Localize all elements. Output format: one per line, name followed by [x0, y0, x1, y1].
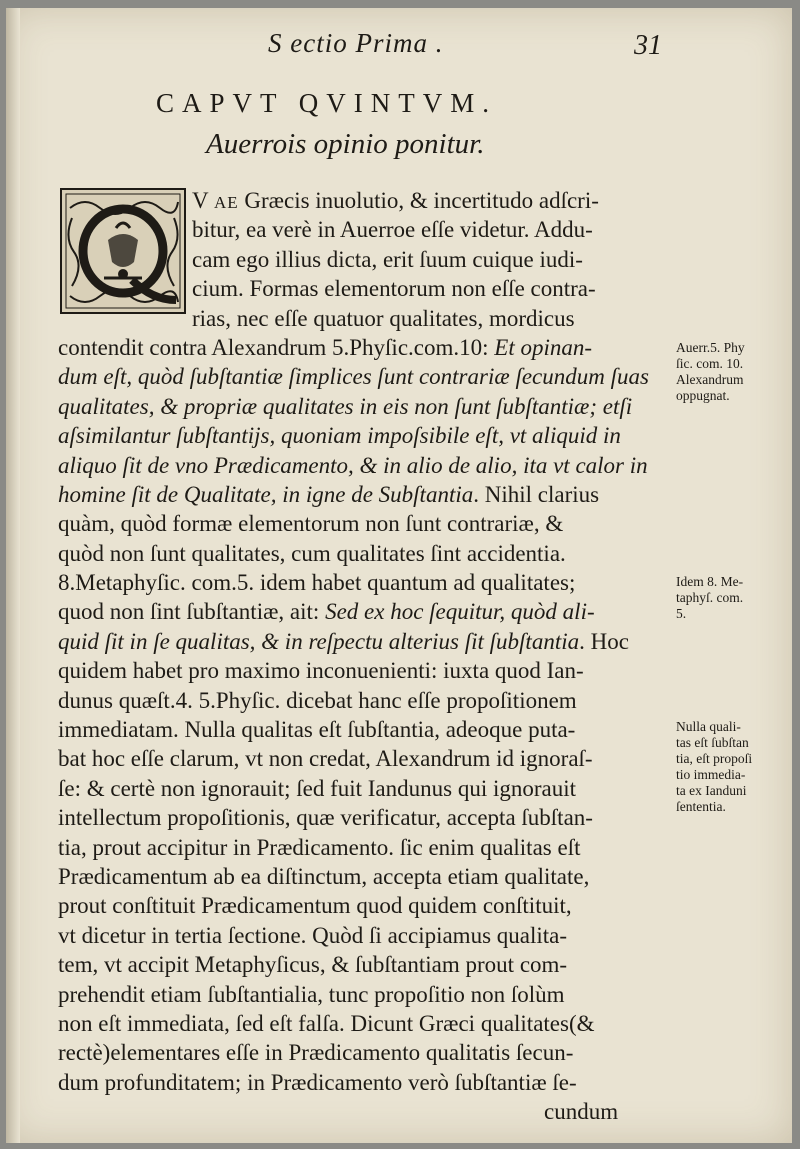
margin-note-auerr [676, 340, 792, 404]
text-span: quidem habet pro maximo inconuenienti: iuxta quod Ian- [58, 658, 584, 684]
margin-note-line: tia, eſt propoſi [676, 751, 753, 766]
text-line [58, 597, 668, 626]
text-span: intellectum propoſitionis, quæ verificatur, accepta ſubſtan- [58, 805, 593, 831]
text-span: contendit contra Alexandrum 5.Phyſic.com.10: [58, 334, 495, 360]
text-line [58, 862, 668, 891]
margin-note-line: Nulla quali- [676, 719, 741, 734]
text-span: cium. Formas elementorum non eſſe contra- [192, 276, 596, 302]
margin-note-line: ſententia. [676, 799, 726, 814]
text-span: . Hoc [579, 628, 629, 654]
text-span: immediatam. Nulla qualitas eſt ſubſtantia, adeoque puta- [58, 717, 576, 743]
chapter-subtitle: Auerrois opinio ponitur. [206, 128, 485, 160]
margin-note-nulla [676, 719, 792, 815]
italic-quote-span: homine ſit de Qualitate, in igne de Subſtantia [58, 481, 474, 507]
page-spine-shadow [6, 8, 20, 1143]
text-line [58, 715, 668, 744]
text-line [58, 362, 668, 391]
italic-quote-span: dum eſt, quòd ſubſtantiæ ſimplices ſunt contrariæ ſecundum ſuas [58, 364, 649, 390]
text-line [58, 891, 668, 920]
margin-note-line: Auerr.5. Phy [676, 340, 745, 355]
text-span: prout conſtituit Prædicamentum quod quidem conſtituit, [58, 893, 572, 919]
margin-note-line: tio immedia- [676, 767, 746, 782]
text-span: vt dicetur in tertia ſectione. Quòd ſi accipiamus qualita- [58, 922, 568, 948]
text-line [58, 686, 668, 715]
text-line [58, 744, 668, 773]
italic-quote-span: quid ſit in ſe qualitas, & in reſpectu alterius ſit ſubſtantia [58, 628, 580, 654]
text-span: bat hoc eſſe clarum, vt non credat, Alexandrum id ignoraſ- [58, 746, 593, 772]
text-line [58, 421, 668, 450]
margin-note-line: taphyſ. com. [676, 590, 744, 605]
margin-note-line: ſic. com. 10. [676, 356, 744, 371]
text-span: quod non ſint ſubſtantiæ, ait: [58, 599, 326, 625]
text-span: ſe: & certè non ignorauit; ſed fuit Iandunus qui ignorauit [58, 775, 577, 801]
text-line [58, 186, 668, 215]
italic-quote-span: aſsimilantur ſubſtantijs, quoniam impoſsibile eſt, vt aliquid in [58, 423, 621, 449]
running-head: S ectio Prima . [268, 28, 444, 58]
margin-note-line: 5. [676, 606, 687, 621]
text-line [58, 480, 668, 509]
text-line [58, 1009, 668, 1038]
text-span: quòd non ſunt qualitates, cum qualitates ſint accidentia. [58, 540, 566, 566]
text-span: Prædicamentum ab ea diſtinctum, accepta etiam qualitate, [58, 863, 590, 889]
text-line [58, 1038, 668, 1067]
text-span: 8.Metaphyſic. com.5. idem habet quantum ad qualitates; [58, 570, 576, 596]
text-span: tia, prout accipitur in Prædicamento. ſic enim qualitas eſt [58, 834, 581, 860]
text-line [58, 539, 668, 568]
text-line [58, 568, 668, 597]
margin-note-line: oppugnat. [676, 388, 730, 403]
italic-quote-span: Sed ex hoc ſequitur, quòd ali- [325, 599, 595, 625]
page-number: 31 [634, 30, 662, 61]
text-line [58, 333, 668, 362]
text-line [58, 774, 668, 803]
text-line [58, 627, 668, 656]
text-line [58, 950, 668, 979]
text-span: dum profunditatem; in Prædicamento verò ſubſtantiæ ſe- [58, 1069, 577, 1095]
text-line [58, 921, 668, 950]
text-span: non eſt immediata, ſed eſt falſa. Dicunt Græci qualitates(& [58, 1010, 595, 1036]
margin-note-idem [676, 574, 792, 622]
book-page [6, 8, 792, 1143]
text-span: bitur, ea verè in Auerroe eſſe videtur. Addu- [192, 217, 593, 243]
text-span: Græcis inuolutio, & incertitudo adſcri- [238, 188, 599, 213]
text-span: tem, vt accipit Metaphyſicus, & ſubſtantiam prout com- [58, 952, 568, 978]
text-line [58, 1097, 668, 1126]
text-span: rectè)elementares eſſe in Prædicamento qualitatis ſecun- [58, 1040, 574, 1066]
margin-note-line: Alexandrum [676, 372, 744, 387]
text-line [58, 833, 668, 862]
italic-quote-span: aliquo ſit de vno Prædicamento, & in alio de alio, ita vt calor in [58, 452, 648, 478]
chapter-title: CAPVT QVINTVM. [156, 88, 498, 118]
text-line [58, 656, 668, 685]
italic-quote-span: Et opinan- [494, 334, 593, 360]
margin-note-line: Idem 8. Me- [676, 574, 744, 589]
margin-note-line: tas eſt ſubſtan [676, 735, 749, 750]
text-span: V [192, 188, 214, 213]
text-line [58, 1068, 668, 1097]
text-line [58, 803, 668, 832]
text-line [58, 245, 668, 274]
body-text [58, 186, 668, 1127]
text-line [58, 215, 668, 244]
text-line [58, 304, 668, 333]
text-span: cam ego illius dicta, erit ſuum cuique iudi- [192, 246, 583, 272]
text-span: dunus quæſt.4. 5.Phyſic. dicebat hanc eſſe propoſitionem [58, 687, 577, 713]
italic-quote-span: qualitates, & propriæ qualitates in eis non ſunt ſubſtantiæ; etſi [58, 393, 633, 419]
text-line [58, 980, 668, 1009]
text-span: rias, nec eſſe quatuor qualitates, mordicus [192, 305, 575, 331]
text-line [58, 451, 668, 480]
text-line [58, 509, 668, 538]
margin-note-line: ta ex Ianduni [676, 783, 747, 798]
text-line [58, 274, 668, 303]
text-line [58, 392, 668, 421]
text-span: AE [213, 193, 239, 212]
text-span: quàm, quòd formæ elementorum non ſunt contrariæ, & [58, 511, 564, 537]
text-span: cundum [544, 1099, 619, 1125]
text-span: . Nihil clarius [473, 481, 600, 507]
text-span: prehendit etiam ſubſtantialia, tunc propoſitio non ſolùm [58, 981, 565, 1007]
